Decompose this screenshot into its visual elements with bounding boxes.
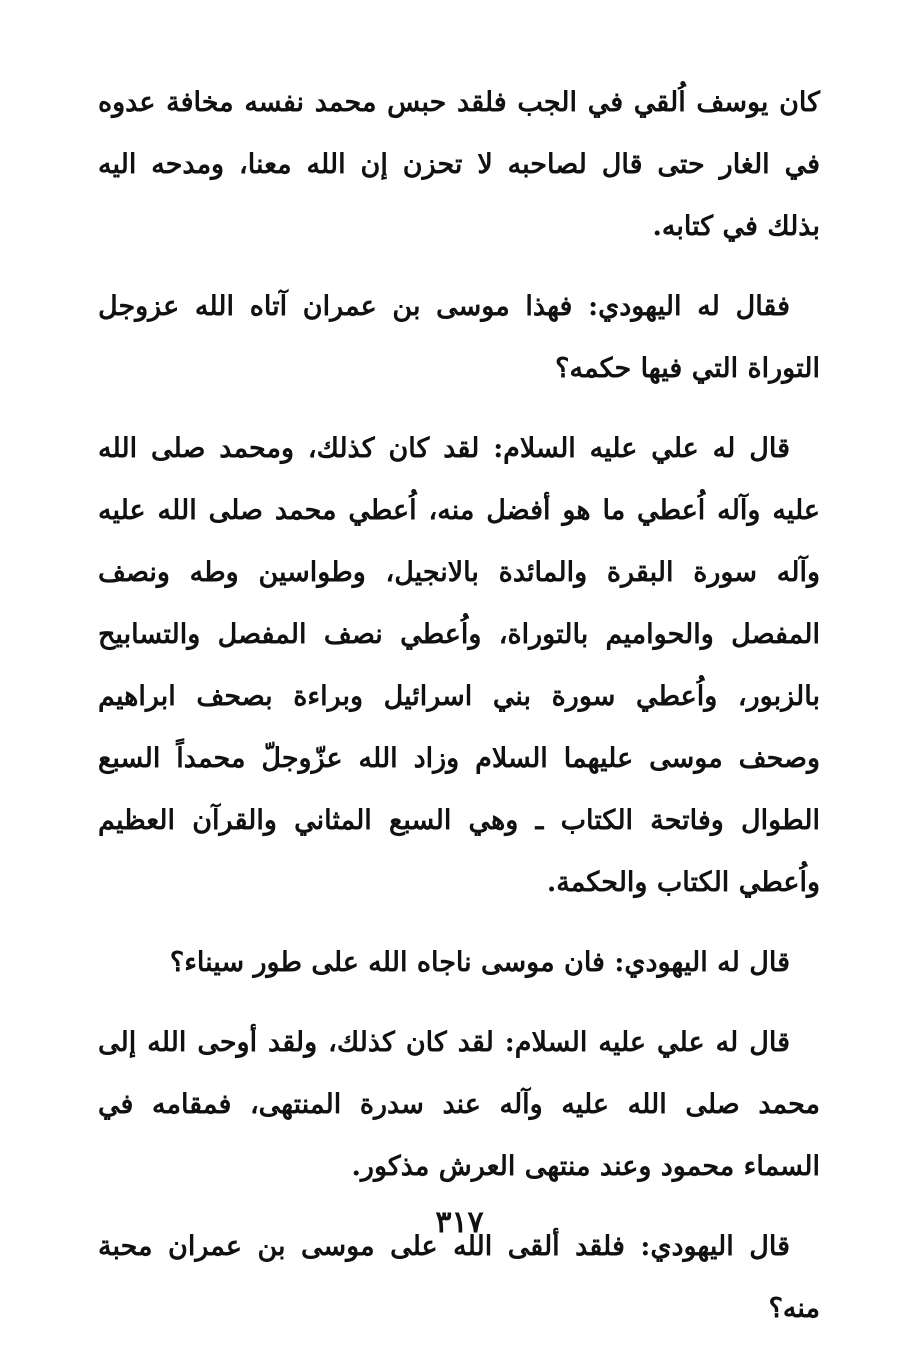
paragraph-6: قال اليهودي: فلقد ألقى الله على موسى بن عمران محبة منه؟ bbox=[98, 1231, 820, 1324]
paragraph-2: فقال له اليهودي: فهذا موسى بن عمران آتاه الله عزوجل التوراة التي فيها حكمه؟ bbox=[98, 291, 820, 384]
page-body bbox=[98, 72, 820, 1358]
paragraph-1: كان يوسف اُلقي في الجب فلقد حبس محمد نفسه مخافة عدوه في الغار حتى قال لصاحبه لا تحزن إن الله معنا، ومدحه اليه بذلك في كتابه. bbox=[98, 87, 820, 242]
paragraph-4: قال له اليهودي: فان موسى ناجاه الله على طور سيناء؟ bbox=[169, 947, 790, 978]
paragraph-3: قال له علي عليه السلام: لقد كان كذلك، ومحمد صلى الله عليه وآله اُعطي ما هو أفضل منه، اُعطي محمد صلى الله عليه وآله سورة البقرة والمائدة بالانجيل، وطواسين وطه ونصف المفصل والحواميم بالتوراة، واُعطي نصف المفصل والتسابيح بالزبور، واُعطي سورة بني اسرائيل وبراءة بصحف ابراهيم وصحف موسى عليهما السلام وزاد الله عزّوجلّ محمداً السبع الطوال وفاتحة الكتاب ـ وهي السبع المثاني والقرآن العظيم واُعطي الكتاب والحكمة. bbox=[98, 433, 820, 898]
paragraph-5: قال له علي عليه السلام: لقد كان كذلك، ولقد أوحى الله إلى محمد صلى الله عليه وآله عند سدرة المنتهى، فمقامه في السماء محمود وعند منتهى العرش مذكور. bbox=[98, 1027, 820, 1182]
page-number: ٣١٧ bbox=[435, 1205, 484, 1240]
